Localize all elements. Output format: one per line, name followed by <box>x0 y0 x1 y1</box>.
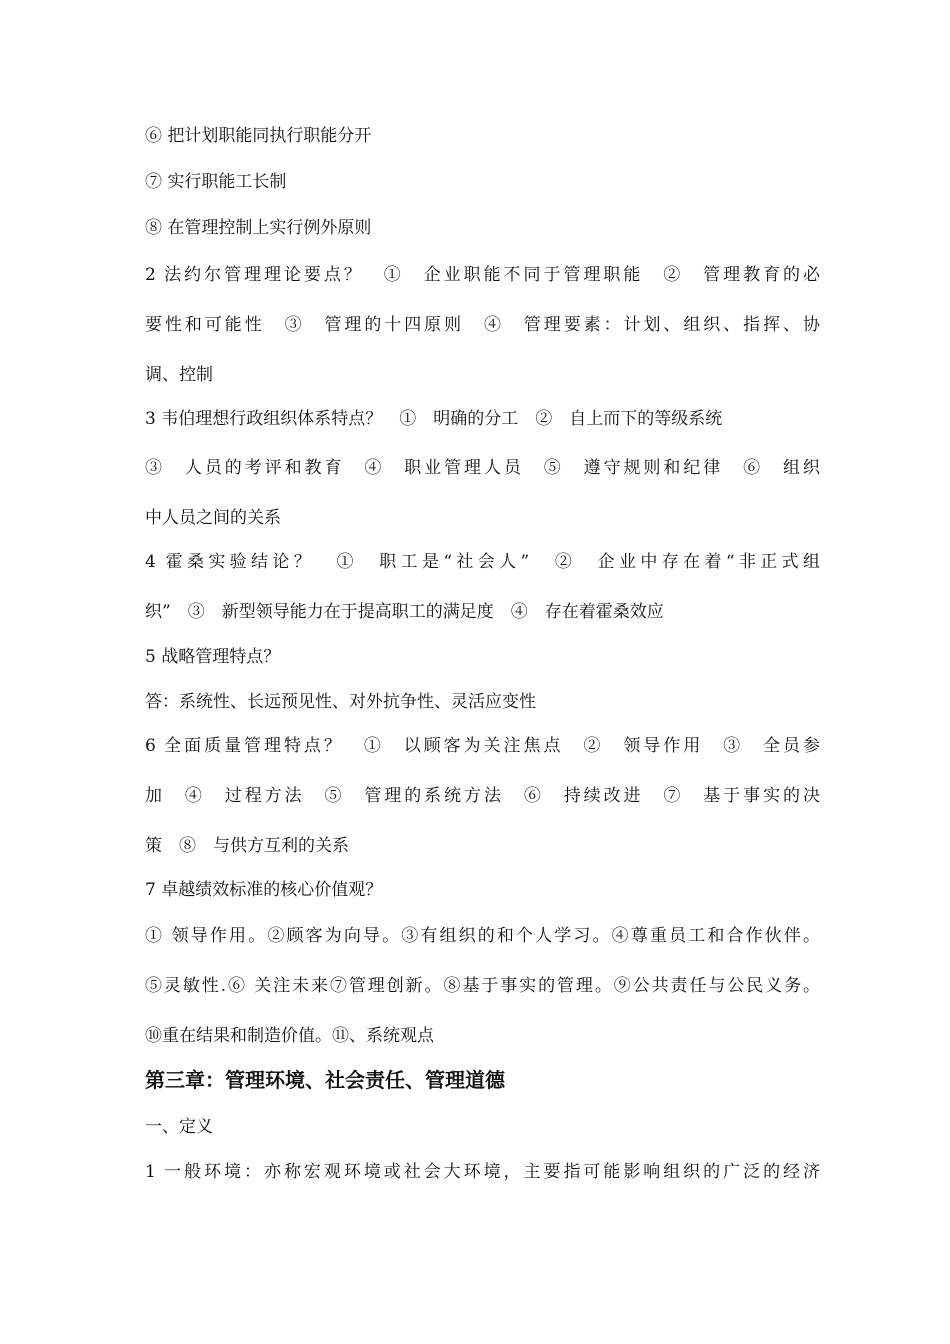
definition-line: 1 一般环境：亦称宏观环境或社会大环境，主要指可能影响组织的广泛的经济 <box>145 1162 820 1182</box>
text-line: 调、控制 <box>145 365 213 385</box>
text-line: 策 ⑧ 与供方互利的关系 <box>145 836 349 856</box>
text-line: ⑩重在结果和制造价值。⑪、系统观点 <box>145 1026 434 1046</box>
text-line: 答：系统性、长远预见性、对外抗争性、灵活应变性 <box>145 692 536 712</box>
text-line: 加 ④ 过程方法 ⑤ 管理的系统方法 ⑥ 持续改进 ⑦ 基于事实的决 <box>145 786 820 806</box>
text-line: 6 全面质量管理特点？ ① 以顾客为关注焦点 ② 领导作用 ③ 全员参 <box>145 736 820 756</box>
text-line: ⑤灵敏性.⑥ 关注未来⑦管理创新。⑧基于事实的管理。⑨公共责任与公民义务。 <box>145 976 820 996</box>
text-line: ⑥ 把计划职能同执行职能分开 <box>145 126 372 146</box>
text-line: 要性和可能性 ③ 管理的十四原则 ④ 管理要素：计划、组织、指挥、协 <box>145 315 820 335</box>
section-title: 一、定义 <box>145 1117 213 1137</box>
text-line: 织” ③ 新型领导能力在于提高职工的满足度 ④ 存在着霍桑效应 <box>145 602 664 622</box>
text-line: 5 战略管理特点？ <box>145 647 281 667</box>
text-line: 中人员之间的关系 <box>145 508 281 528</box>
text-line: 2 法约尔管理理论要点？ ① 企业职能不同于管理职能 ② 管理教育的必 <box>145 265 820 285</box>
text-line: ⑦ 实行职能工长制 <box>145 172 287 192</box>
text-line: 7 卓越绩效标准的核心价值观？ <box>145 880 383 900</box>
text-line: ⑧ 在管理控制上实行例外原则 <box>145 218 372 238</box>
chapter-heading: 第三章：管理环境、社会责任、管理道德 <box>145 1068 505 1092</box>
text-line: ① 领导作用。②顾客为向导。③有组织的和个人学习。④尊重员工和合作伙伴。 <box>145 926 820 946</box>
text-line: ③ 人员的考评和教育 ④ 职业管理人员 ⑤ 遵守规则和纪律 ⑥ 组织 <box>145 458 820 478</box>
text-line: 4 霍桑实验结论？ ① 职工是“社会人” ② 企业中存在着“非正式组 <box>145 552 820 572</box>
text-line: 3 韦伯理想行政组织体系特点？ ① 明确的分工 ② 自上而下的等级系统 <box>145 409 723 429</box>
